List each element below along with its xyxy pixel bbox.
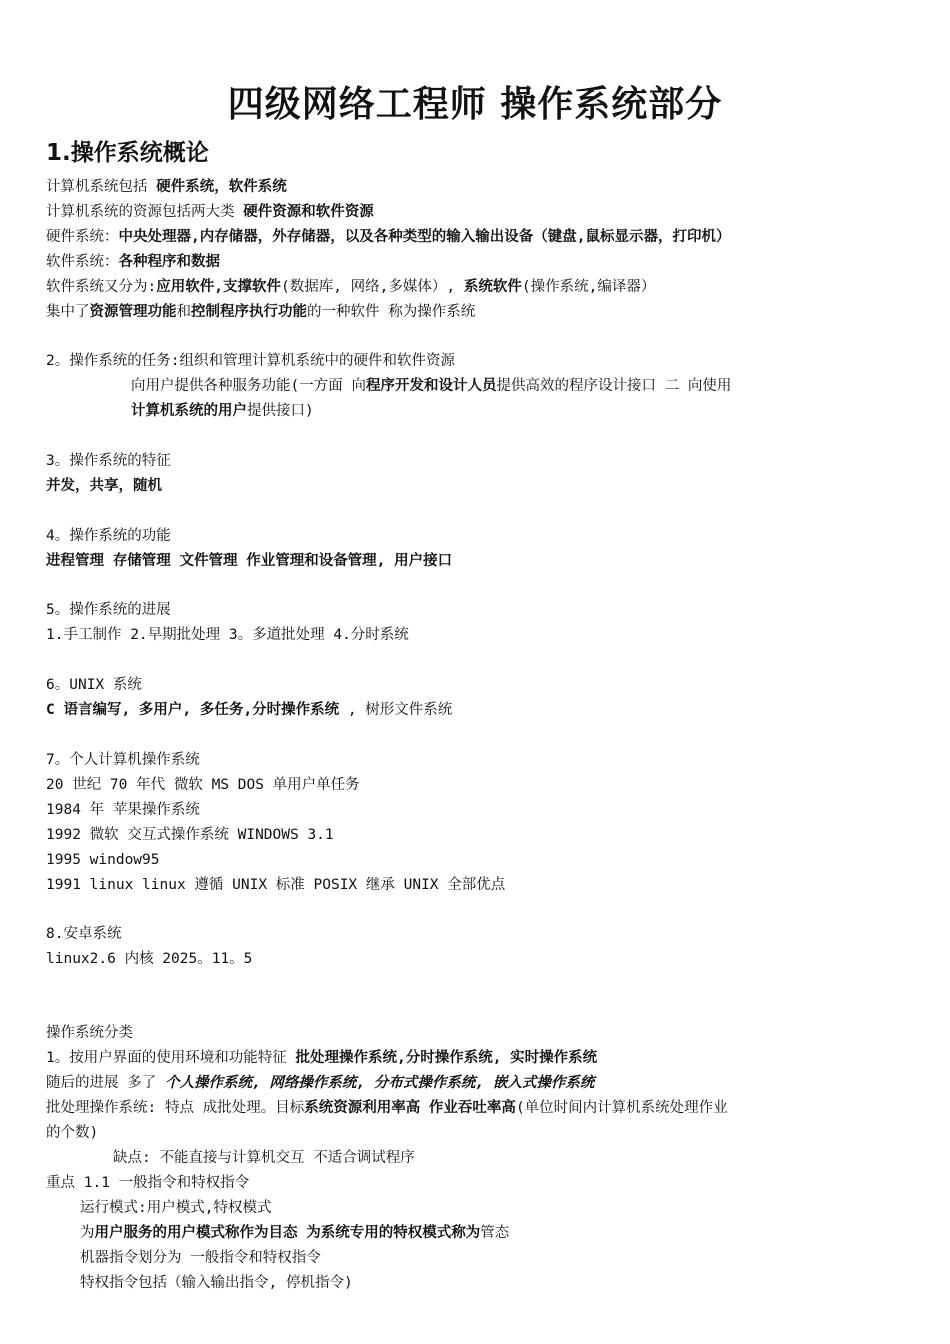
text-run: 特权指令包括（输入输出指令, 停机指令) [80,1275,353,1291]
text-line [46,476,162,496]
text-line [46,1173,249,1193]
text-run: 1.手工制作 2.早期批处理 3。多道批处理 4.分时系统 [46,627,409,643]
text-run: 硬件系统，软件系统 [156,179,287,195]
text-run: 8.安卓系统 [46,926,122,942]
text-run: 的一种软件 称为操作系统 [307,304,476,320]
text-run: 1991 linux linux 遵循 UNIX 标准 POSIX 继承 UNIX 全部优点 [46,877,506,893]
text-line [80,1273,353,1293]
text-run: 管态 [480,1225,510,1241]
text-line [46,800,200,820]
text-line [46,875,505,895]
text-line [46,1098,728,1118]
text-line [46,277,655,297]
text-line [46,1073,594,1093]
text-run: 计算机系统的用户 [131,403,247,419]
text-run: (数据库, 网络,多媒体）, [280,279,464,295]
text-run: 软件系统： [46,254,119,270]
text-line [46,526,171,546]
text-run: 运行模式:用户模式,特权模式 [80,1200,272,1216]
text-run: 控制程序执行功能 [191,304,307,320]
text-run: 系统软件 [463,279,522,295]
text-line [46,850,160,870]
text-line [46,775,360,795]
text-line [80,1198,271,1218]
text-run: 用户服务的用户模式称作为目态 为系统专用的特权模式称为 [94,1225,481,1241]
text-line [46,600,171,620]
text-line [80,1223,509,1243]
text-run: 计算机系统的资源包括两大类 [46,204,244,220]
text-line [131,401,314,421]
text-run: 为 [80,1225,95,1241]
text-run: 机器指令划分为 一般指令和特权指令 [80,1250,321,1266]
text-run: 缺点: 不能直接与计算机交互 不适合调试程序 [113,1150,415,1166]
text-run: 提供高效的程序设计接口 二 向使用 [496,378,732,394]
text-line [46,551,452,571]
text-line [46,177,287,197]
text-run: 硬件系统： [46,229,119,245]
text-run: C 语言编写, 多用户, 多任务,分时操作系统 [46,702,340,718]
text-line [46,1048,597,1068]
text-line [46,252,220,272]
text-run: 各种程序和数据 [118,254,220,270]
text-run: 中央处理器,内存储器，外存储器，以及各种类型的输入输出设备（键盘,鼠标显示器，打印机） [118,229,731,245]
text-run: 个人操作系统, 网络操作系统, 分布式操作系统, 嵌入式操作系统 [164,1075,595,1091]
text-run: 提供接口) [247,403,314,419]
text-run: (单位时间内计算机系统处理作业 [515,1100,728,1116]
text-run: 6。UNIX 系统 [46,677,142,693]
text-run: 批处理操作系统,分时操作系统, 实时操作系统 [295,1050,598,1066]
text-run: 计算机系统包括 [46,179,157,195]
text-run: 的个数) [46,1125,99,1141]
text-line [46,825,334,845]
text-run: 应用软件,支撑软件 [156,279,281,295]
text-line [46,924,121,944]
text-run: 3。操作系统的特征 [46,453,171,469]
text-line [46,700,452,720]
text-run: 和 [176,304,191,320]
text-line [46,1123,98,1143]
text-line [46,451,171,471]
text-run: 20 世纪 70 年代 微软 MS DOS 单用户单任务 [46,777,360,793]
text-line [46,202,374,222]
text-run: 5。操作系统的进展 [46,602,171,618]
text-run: 软件系统又分为: [46,279,157,295]
text-run: 7。个人计算机操作系统 [46,752,200,768]
text-line [46,750,200,770]
text-run: , 树形文件系统 [339,702,453,718]
text-run: 重点 1.1 一般指令和特权指令 [46,1175,250,1191]
text-line [80,1248,321,1268]
text-line [113,1148,415,1168]
text-run: 1984 年 苹果操作系统 [46,802,200,818]
text-run: 1992 微软 交互式操作系统 WINDOWS 3.1 [46,827,334,843]
text-run: 硬件资源和软件资源 [243,204,374,220]
text-line [46,949,252,969]
text-line [46,675,142,695]
section-heading: 1.操作系统概论 [46,140,209,166]
text-run: 资源管理功能 [89,304,177,320]
text-run: 随后的进展 多了 [46,1075,165,1091]
text-run: 并发，共享，随机 [46,478,162,494]
text-run: 1995 window95 [46,852,160,868]
text-run: 4。操作系统的功能 [46,528,171,544]
text-run: 操作系统分类 [46,1025,133,1041]
text-run: 2。操作系统的任务:组织和管理计算机系统中的硬件和软件资源 [46,353,455,369]
text-run: 集中了 [46,304,90,320]
page-title: 四级网络工程师 操作系统部分 [227,84,723,125]
text-line [46,302,475,322]
text-line [46,351,455,371]
text-run: 1。按用户界面的使用环境和功能特征 [46,1050,296,1066]
text-run: 批处理操作系统: 特点 成批处理。目标 [46,1100,305,1116]
text-run: (操作系统,编译器） [521,279,656,295]
text-line [131,376,731,396]
text-line [46,1023,133,1043]
text-run: 程序开发和设计人员 [365,378,497,394]
text-line [46,625,409,645]
text-run: 向用户提供各种服务功能(一方面 向 [131,378,366,394]
text-run: 系统资源利用率高 作业吞吐率高 [304,1100,516,1116]
text-line [46,227,730,247]
text-run: linux2.6 内核 2025。11。5 [46,951,253,967]
text-run: 进程管理 存储管理 文件管理 作业管理和设备管理, 用户接口 [46,553,453,569]
